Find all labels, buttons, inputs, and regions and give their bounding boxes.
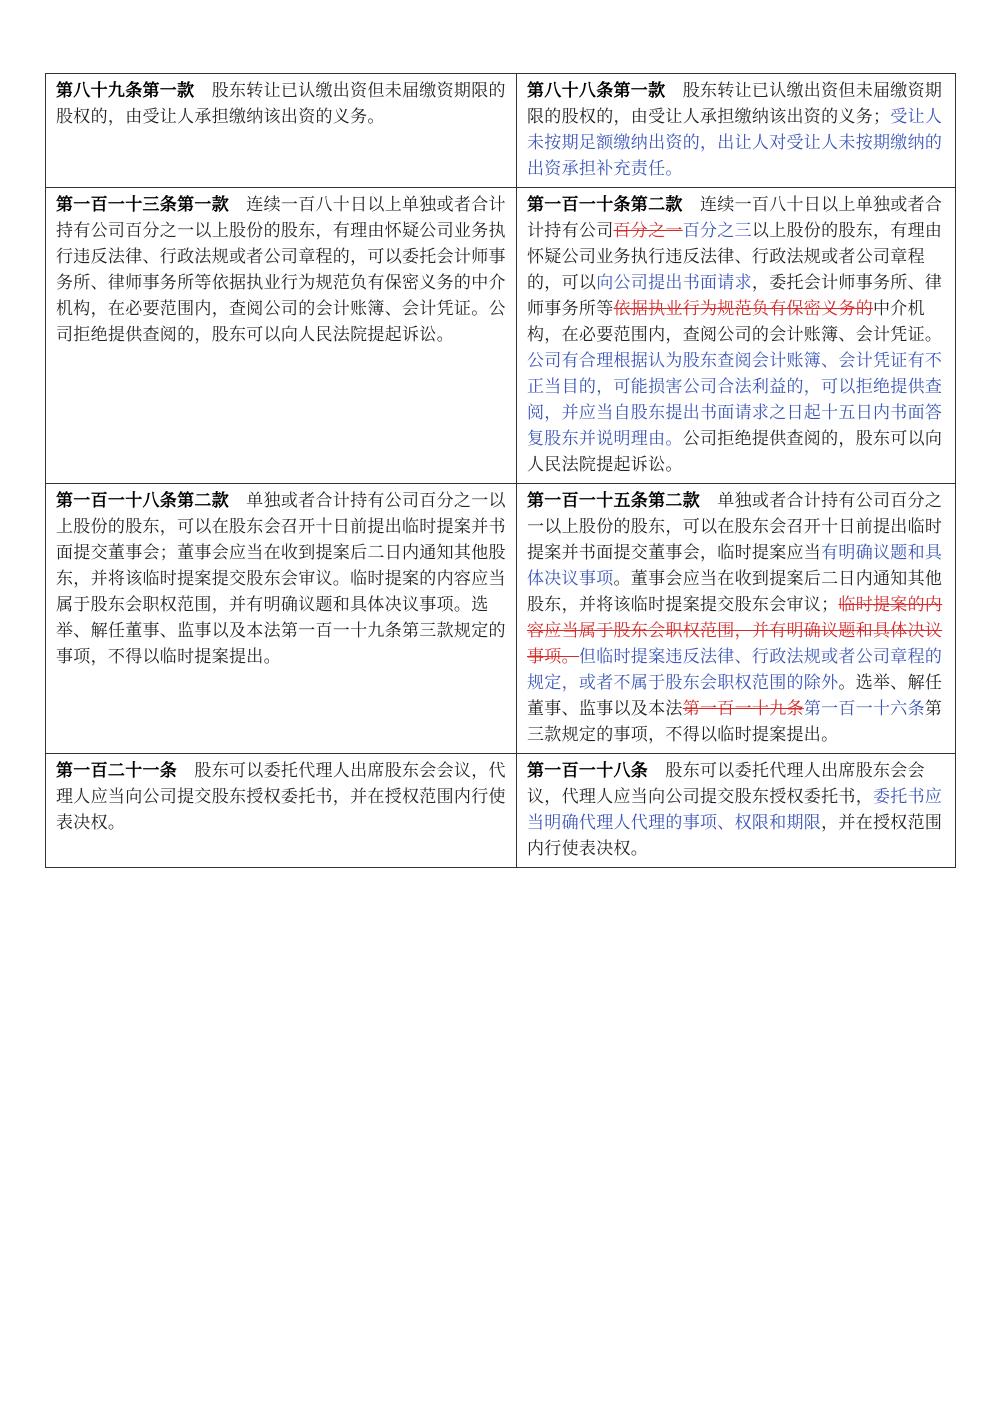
- table-row: [46, 188, 956, 484]
- old-provision-cell: [46, 188, 517, 484]
- text-segment: ，委托会计师事务所、律师事务所等: [527, 273, 943, 319]
- deleted-text: 依据执业行为规范负有保密义务的: [613, 299, 873, 319]
- text-segment: 股东可以委托代理人出席股东会会议，代理人应当向公司提交股东授权委托书，: [527, 761, 925, 807]
- table-row: [46, 74, 956, 188]
- old-provision-cell: [46, 74, 517, 188]
- provision-text: [56, 195, 506, 345]
- text-segment: 单独或者合计持有公司百分之一以上股份的股东，可以在股东会召开十日前提出临时提案并书面提交董事会，临时提案应当: [527, 491, 943, 563]
- text-segment: 以上股份的股东，有理由怀疑公司业务执行违反法律、行政法规或者公司章程的，可以: [527, 221, 943, 293]
- inserted-text: 百分之三: [682, 221, 752, 241]
- article-number: 第一百一十三条第一款: [56, 195, 229, 215]
- inserted-text: 公司有合理根据认为股东查阅会计账簿、会计凭证有不正当目的，可能损害公司合法利益的，可以拒绝提供查阅，并应当自股东提出书面请求之日起十五日内书面答复股东并说明理由。: [527, 351, 943, 449]
- inserted-text: 但临时提案违反法律、行政法规或者公司章程的规定，或者不属于股东会职权范围的除外: [527, 647, 943, 693]
- new-provision-cell: [517, 188, 956, 484]
- article-number: 第一百一十五条第二款: [527, 491, 700, 511]
- inserted-text: 委托书应当明确代理人代理的事项、权限和期限: [527, 787, 943, 833]
- article-number: 第一百二十一条: [56, 761, 178, 781]
- provision-text: [527, 195, 942, 475]
- inserted-text: 有明确议题和具体决议事项: [527, 543, 943, 589]
- comparison-table-body: [46, 74, 956, 868]
- text-segment: ，并在授权范围内行使表决权。: [527, 813, 943, 859]
- new-provision-cell: [517, 74, 956, 188]
- provision-text: [527, 491, 942, 745]
- table-row: [46, 754, 956, 868]
- text-segment: 连续一百八十日以上单独或者合计持有公司百分之一以上股份的股东，有理由怀疑公司业务执行违反法律、行政法规或者公司章程的，可以委托会计师事务所、律师事务所等依据执业行为规范负有保密义务的中介机构，在必要范围内，查阅公司的会计账簿、会计凭证。公司拒绝提供查阅的，股东可以向人民法院提起诉讼。: [56, 195, 506, 345]
- article-number: 第一百一十八条第二款: [56, 491, 229, 511]
- text-segment: 股东转让已认缴出资但未届缴资期限的股权的，由受让人承担缴纳该出资的义务；: [527, 81, 943, 127]
- old-provision-cell: [46, 754, 517, 868]
- new-provision-cell: [517, 754, 956, 868]
- deleted-text: 第一百一十九条: [682, 699, 804, 719]
- text-segment: 股东转让已认缴出资但未届缴资期限的股权的，由受让人承担缴纳该出资的义务。: [56, 81, 506, 127]
- article-number: 第一百一十八条: [527, 761, 649, 781]
- inserted-text: 第一百一十六条: [803, 699, 925, 719]
- text-segment: 公司拒绝提供查阅的，股东可以向人民法院提起诉讼。: [527, 429, 943, 475]
- text-segment: 。选举、解任董事、监事以及本法: [527, 673, 943, 719]
- table-row: [46, 484, 956, 754]
- text-segment: 第三款规定的事项，不得以临时提案提出。: [527, 699, 943, 745]
- text-segment: 。董事会应当在收到提案后二日内通知其他股东，并将该临时提案提交股东会审议；: [527, 569, 943, 615]
- article-number: 第一百一十条第二款: [527, 195, 683, 215]
- deleted-text: 百分之一: [613, 221, 683, 241]
- inserted-text: 向公司提出书面请求: [596, 273, 752, 293]
- text-segment: 中介机构，在必要范围内，查阅公司的会计账簿、会计凭证。: [527, 299, 943, 345]
- text-segment: 单独或者合计持有公司百分之一以上股份的股东，可以在股东会召开十日前提出临时提案并书面提交董事会；董事会应当在收到提案后二日内通知其他股东，并将该临时提案提交股东会审议。临时提案的内容应当属于股东会职权范围，并有明确议题和具体决议事项。选举、解任董事、监事以及本法第一百一十九条第三款规定的事项，不得以临时提案提出。: [56, 491, 506, 667]
- article-number: 第八十九条第一款: [56, 81, 195, 101]
- comparison-table: [45, 73, 956, 868]
- text-segment: 连续一百八十日以上单独或者合计持有公司: [527, 195, 943, 241]
- inserted-text: 受让人未按期足额缴纳出资的，出让人对受让人未按期缴纳的出资承担补充责任。: [527, 107, 943, 179]
- new-provision-cell: [517, 484, 956, 754]
- provision-text: [56, 491, 506, 667]
- old-provision-cell: [46, 484, 517, 754]
- article-number: 第八十八条第一款: [527, 81, 666, 101]
- deleted-text: 临时提案的内容应当属于股东会职权范围，并有明确议题和具体决议事项。: [527, 595, 943, 667]
- text-segment: 股东可以委托代理人出席股东会会议，代理人应当向公司提交股东授权委托书，并在授权范围内行使表决权。: [56, 761, 506, 833]
